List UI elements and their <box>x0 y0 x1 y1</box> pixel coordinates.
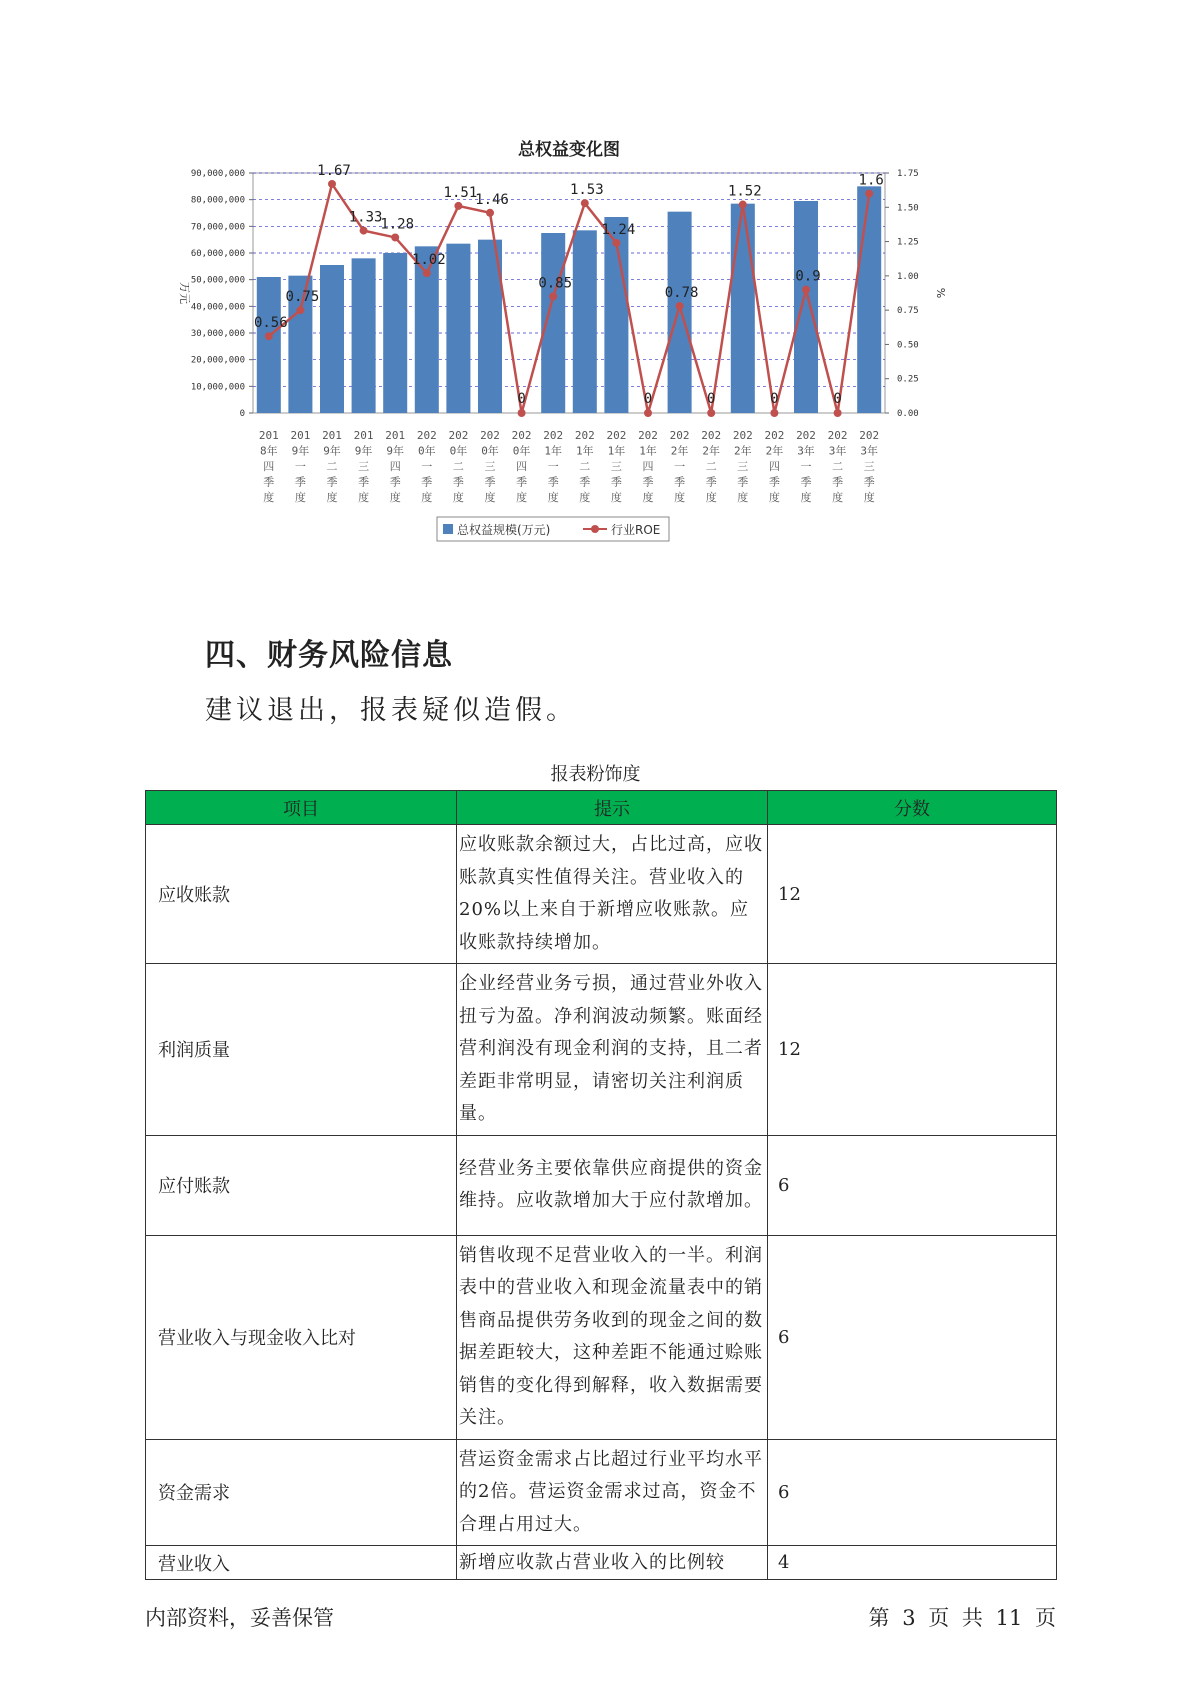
roe-point <box>676 302 684 310</box>
y2-tick-label: 1.25 <box>897 237 919 248</box>
table-row <box>146 1235 1057 1439</box>
table-header-row <box>146 791 1057 825</box>
y2-tick-label: 0.50 <box>897 340 919 351</box>
roe-data-label: 0 <box>706 391 716 407</box>
legend-bar-swatch <box>443 524 453 534</box>
x-tick-label: 201 9年三季度 <box>353 429 374 504</box>
roe-point <box>360 227 368 235</box>
y2-tick-label: 1.75 <box>897 169 919 179</box>
roe-data-label: 1.02 <box>411 252 446 269</box>
y-tick-label: 60,000,000 <box>190 249 245 259</box>
x-tick-label: 201 9年一季度 <box>290 429 311 504</box>
table-caption: 报表粉饰度 <box>550 764 641 785</box>
roe-data-label: 0.56 <box>253 315 288 332</box>
row-tip: 营运资金需求占比超过行业平均水平的2倍。营运资金需求过高，资金不合理占用过大。 <box>457 1439 768 1546</box>
table-row <box>146 1135 1057 1235</box>
bar <box>573 230 597 413</box>
row-tip: 新增应收款占营业收入的比例较 <box>457 1546 768 1580</box>
roe-point <box>328 180 336 188</box>
chart-svg <box>175 135 975 595</box>
row-score: 6 <box>768 1439 1057 1546</box>
roe-data-label: 0 <box>643 391 653 407</box>
x-tick-label: 201 8年四季度 <box>258 429 279 504</box>
x-tick-label: 202 0年四季度 <box>511 429 532 504</box>
x-tick-label: 202 1年四季度 <box>638 429 658 504</box>
row-item: 营业收入 <box>146 1546 457 1580</box>
header-score: 分数 <box>768 791 1057 825</box>
y-tick-label: 40,000,000 <box>190 302 245 313</box>
roe-data-label: 1.53 <box>569 182 604 199</box>
row-item: 应付账款 <box>146 1135 457 1235</box>
section-body: 建议退出，报表疑似造假。 <box>205 695 577 726</box>
y-axis-label: 万元 <box>178 282 191 304</box>
roe-point <box>770 409 778 417</box>
roe-point <box>707 409 715 417</box>
table-row <box>146 1439 1057 1546</box>
roe-point <box>454 202 462 210</box>
bar <box>446 244 470 413</box>
legend-bar-label: 总权益规模(万元) <box>457 523 551 537</box>
roe-point <box>296 306 304 314</box>
y-tick-label: 50,000,000 <box>190 275 245 286</box>
legend-line-marker <box>591 525 599 533</box>
y-tick-label: 10,000,000 <box>190 382 245 393</box>
roe-data-label: 0.78 <box>664 285 699 302</box>
roe-point <box>612 239 620 247</box>
roe-data-label: 0 <box>517 391 526 407</box>
roe-data-label: 1.52 <box>727 183 762 200</box>
roe-data-label: 1.67 <box>317 162 351 179</box>
x-tick-label: 202 1年二季度 <box>574 429 595 504</box>
section-heading: 四、财务风险信息 <box>205 638 453 673</box>
row-item: 营业收入与现金收入比对 <box>146 1235 457 1439</box>
x-tick-label: 202 3年一季度 <box>796 429 816 504</box>
y2-tick-label: 0.75 <box>897 306 919 317</box>
x-tick-label: 202 2年一季度 <box>669 429 690 504</box>
x-tick-label: 202 2年三季度 <box>732 429 753 504</box>
x-tick-label: 201 9年四季度 <box>385 429 406 504</box>
x-tick-label: 202 1年一季度 <box>543 429 564 504</box>
y2-tick-label: 0.25 <box>897 374 919 385</box>
y-tick-label: 80,000,000 <box>190 195 245 206</box>
row-item: 利润质量 <box>146 964 457 1136</box>
roe-point <box>518 409 526 417</box>
row-item: 资金需求 <box>146 1439 457 1546</box>
legend-line-label: 行业ROE <box>611 523 661 537</box>
row-item: 应收账款 <box>146 825 457 964</box>
y-tick-label: 90,000,000 <box>190 169 245 179</box>
y2-axis-label: % <box>934 287 947 299</box>
y-tick-label: 30,000,000 <box>190 329 245 339</box>
bar <box>383 253 407 413</box>
chart-title: 总权益变化图 <box>518 140 620 160</box>
table-row <box>146 964 1057 1136</box>
footer-confidential: 内部资料，妥善保管 <box>145 1606 334 1630</box>
x-tick-label: 202 3年三季度 <box>859 429 880 504</box>
roe-point <box>865 190 873 198</box>
header-tip: 提示 <box>457 791 768 825</box>
row-score: 6 <box>768 1135 1057 1235</box>
roe-point <box>802 286 810 294</box>
header-item: 项目 <box>146 791 457 825</box>
bar <box>668 212 692 413</box>
bar <box>257 277 281 413</box>
roe-data-label: 0.9 <box>795 268 821 285</box>
x-tick-label: 202 3年二季度 <box>827 429 848 504</box>
x-tick-label: 202 1年三季度 <box>606 429 627 504</box>
roe-data-label: 1.33 <box>348 209 383 226</box>
roe-point <box>581 199 589 207</box>
equity-chart <box>175 135 975 595</box>
roe-data-label: 1.6 <box>858 172 884 189</box>
row-score: 4 <box>768 1546 1057 1580</box>
roe-point <box>739 201 747 209</box>
roe-point <box>834 409 842 417</box>
row-tip: 经营业务主要依靠供应商提供的资金维持。应收款增加大于应付款增加。 <box>457 1135 768 1235</box>
roe-point <box>486 209 494 217</box>
x-tick-label: 202 2年二季度 <box>701 429 722 504</box>
x-tick-label: 202 2年四季度 <box>764 429 785 504</box>
row-tip: 企业经营业务亏损，通过营业外收入扭亏为盈。净利润波动频繁。账面经营利润没有现金利润的支持，且二者差距非常明显，请密切关注利润质量。 <box>457 964 768 1136</box>
table-row <box>146 1546 1057 1580</box>
roe-point <box>644 409 652 417</box>
y2-tick-label: 1.50 <box>897 203 919 214</box>
risk-table <box>145 790 1057 1580</box>
x-tick-label: 201 9年二季度 <box>322 429 342 504</box>
row-score: 6 <box>768 1235 1057 1439</box>
y2-tick-label: 0.00 <box>897 409 919 419</box>
bar <box>794 201 821 413</box>
y2-tick-label: 1.00 <box>897 271 919 282</box>
roe-point <box>391 233 399 241</box>
y-tick-label: 70,000,000 <box>190 222 245 233</box>
bar <box>857 186 881 413</box>
y-tick-label: 20,000,000 <box>190 355 245 366</box>
x-tick-label: 202 0年二季度 <box>448 429 469 504</box>
row-score: 12 <box>768 964 1057 1136</box>
roe-data-label: 1.51 <box>443 184 478 201</box>
roe-data-label: 0 <box>770 391 779 407</box>
row-tip: 应收账款余额过大，占比过高，应收账款真实性值得关注。营业收入的20%以上来自于新增应收账款。应收账款持续增加。 <box>457 825 768 964</box>
y-tick-label: 0 <box>239 409 245 419</box>
roe-point <box>549 292 557 300</box>
roe-data-label: 1.46 <box>475 191 509 208</box>
bar <box>320 265 344 413</box>
row-score: 12 <box>768 825 1057 964</box>
roe-data-label: 1.28 <box>380 216 415 233</box>
footer-page-number: 第 3 页 共 11 页 <box>868 1606 1056 1630</box>
roe-data-label: 1.24 <box>601 221 636 238</box>
x-tick-label: 202 0年三季度 <box>480 429 500 504</box>
table-row <box>146 825 1057 964</box>
roe-point <box>265 332 273 340</box>
x-tick-label: 202 0年一季度 <box>416 429 437 504</box>
roe-data-label: 0.85 <box>538 275 573 292</box>
roe-data-label: 0.75 <box>285 289 320 306</box>
bar <box>352 258 376 413</box>
bar <box>731 204 755 413</box>
row-tip: 销售收现不足营业收入的一半。利润表中的营业收入和现金流量表中的销售商品提供劳务收到的现金之间的数据差距较大，这种差距不能通过赊账销售的变化得到解释，收入数据需要关注。 <box>457 1235 768 1439</box>
roe-data-label: 0 <box>833 391 842 407</box>
roe-point <box>423 269 431 277</box>
